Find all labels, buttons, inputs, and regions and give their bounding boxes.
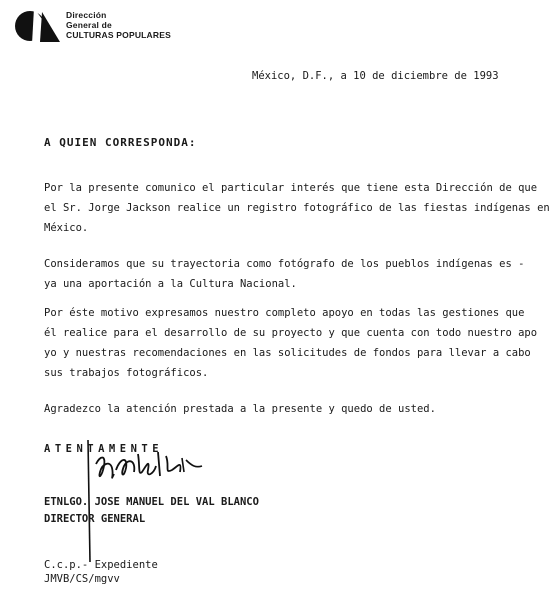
letterhead-line-2: General de bbox=[66, 20, 112, 30]
signer-block bbox=[44, 494, 259, 528]
paragraph-1 bbox=[44, 178, 550, 238]
signer-title: DIRECTOR GENERAL bbox=[44, 513, 146, 525]
paragraph-line: Por la presente comunico el particular interés que tiene esta Dirección de que bbox=[44, 182, 538, 194]
date-line: México, D.F., a 10 de diciembre de 1993 bbox=[252, 70, 499, 82]
paragraph-line: ya una aportación a la Cultura Nacional. bbox=[44, 278, 297, 290]
ccp-line: C.c.p.- Expediente bbox=[44, 559, 158, 571]
paragraph-line: sus trabajos fotográficos. bbox=[44, 367, 209, 379]
paragraph-4 bbox=[44, 399, 544, 419]
paragraph-line: yo y nuestras recomendaciones en las solicitudes de fondos para llevar a cabo bbox=[44, 347, 531, 359]
paragraph-line: Por éste motivo expresamos nuestro completo apoyo en todas las gestiones que bbox=[44, 307, 525, 319]
ccp-block bbox=[44, 558, 158, 586]
signer-name: ETNLGO. JOSE MANUEL DEL VAL BLANCO bbox=[44, 496, 259, 508]
paragraph-line: él realice para el desarrollo de su proyecto y que cuenta con todo nuestro apo bbox=[44, 327, 538, 339]
letterhead-line-3: CULTURAS POPULARES bbox=[66, 30, 171, 40]
paragraph-line: Agradezco la atención prestada a la presente y quedo de usted. bbox=[44, 403, 436, 415]
ccp-initials: JMVB/CS/mgvv bbox=[44, 573, 120, 585]
closing: ATENTAMENTE bbox=[44, 443, 164, 455]
paragraph-line: México. bbox=[44, 222, 89, 234]
cultura-c-logo-icon bbox=[12, 8, 60, 44]
salutation: A QUIEN CORRESPONDA: bbox=[44, 136, 197, 149]
paragraph-3 bbox=[44, 303, 544, 383]
paragraph-line: Consideramos que su trayectoria como fotógrafo de los pueblos indígenas es - bbox=[44, 258, 525, 270]
letterhead-org bbox=[66, 10, 171, 40]
paragraph-line: el Sr. Jorge Jackson realice un registro fotográfico de las fiestas indígenas en bbox=[44, 202, 550, 214]
letterhead-line-1: Dirección bbox=[66, 10, 107, 20]
paragraph-2 bbox=[44, 254, 544, 294]
